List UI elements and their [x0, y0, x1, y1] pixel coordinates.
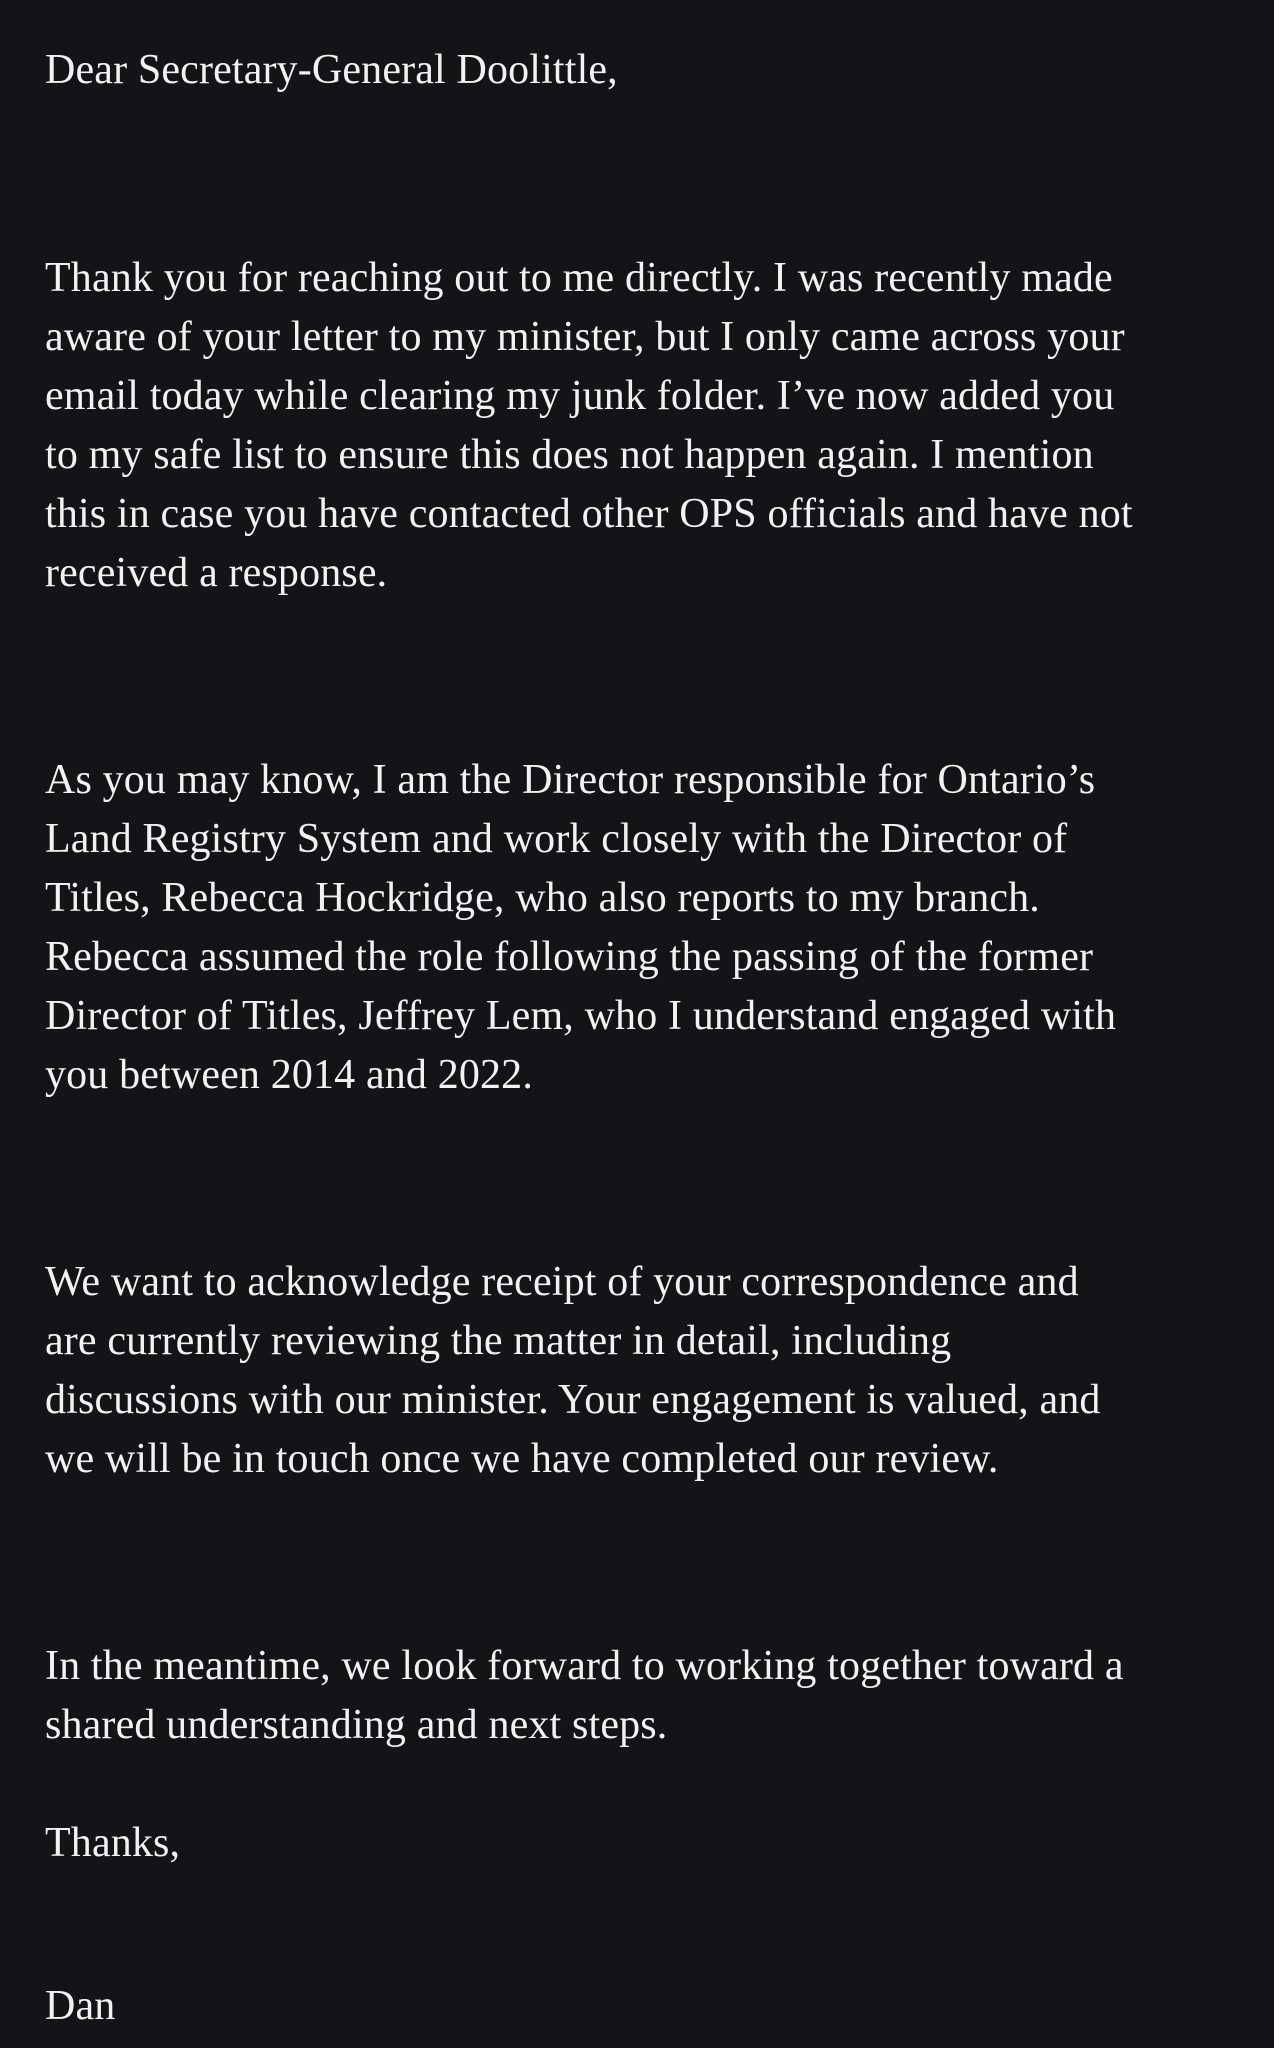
paragraph-line: aware of your letter to my minister, but I only came across your — [45, 314, 1125, 360]
paragraph-line: are currently reviewing the matter in detail, including — [45, 1318, 952, 1364]
paragraph-line: Titles, Rebecca Hockridge, who also reports to my branch. — [45, 875, 1040, 921]
paragraph-line: email today while clearing my junk folder. I’ve now added you — [45, 373, 1115, 419]
paragraph-line: As you may know, I am the Director responsible for Ontario’s — [45, 757, 1096, 803]
paragraph-line: Director of Titles, Jeffrey Lem, who I understand engaged with — [45, 993, 1117, 1039]
paragraph-line: this in case you have contacted other OPS officials and have not — [45, 491, 1133, 537]
paragraph-line: Rebecca assumed the role following the passing of the former — [45, 934, 1094, 980]
signoff: Thanks, — [45, 1820, 181, 1866]
paragraph-line: you between 2014 and 2022. — [45, 1052, 533, 1098]
paragraph-line: received a response. — [45, 550, 388, 596]
signature: Dan — [45, 1983, 116, 2029]
paragraph-line: we will be in touch once we have completed our review. — [45, 1436, 999, 1482]
paragraph-line: discussions with our minister. Your engagement is valued, and — [45, 1377, 1101, 1423]
paragraph-line: Land Registry System and work closely with the Director of — [45, 816, 1068, 862]
paragraph-line: to my safe list to ensure this does not happen again. I mention — [45, 432, 1094, 478]
paragraph-line: We want to acknowledge receipt of your correspondence and — [45, 1259, 1079, 1305]
paragraph-line: Thank you for reaching out to me directly. I was recently made — [45, 255, 1113, 301]
greeting: Dear Secretary-General Doolittle, — [45, 47, 618, 93]
paragraph-line: In the meantime, we look forward to working together toward a — [45, 1643, 1124, 1689]
paragraph-line: shared understanding and next steps. — [45, 1702, 668, 1748]
